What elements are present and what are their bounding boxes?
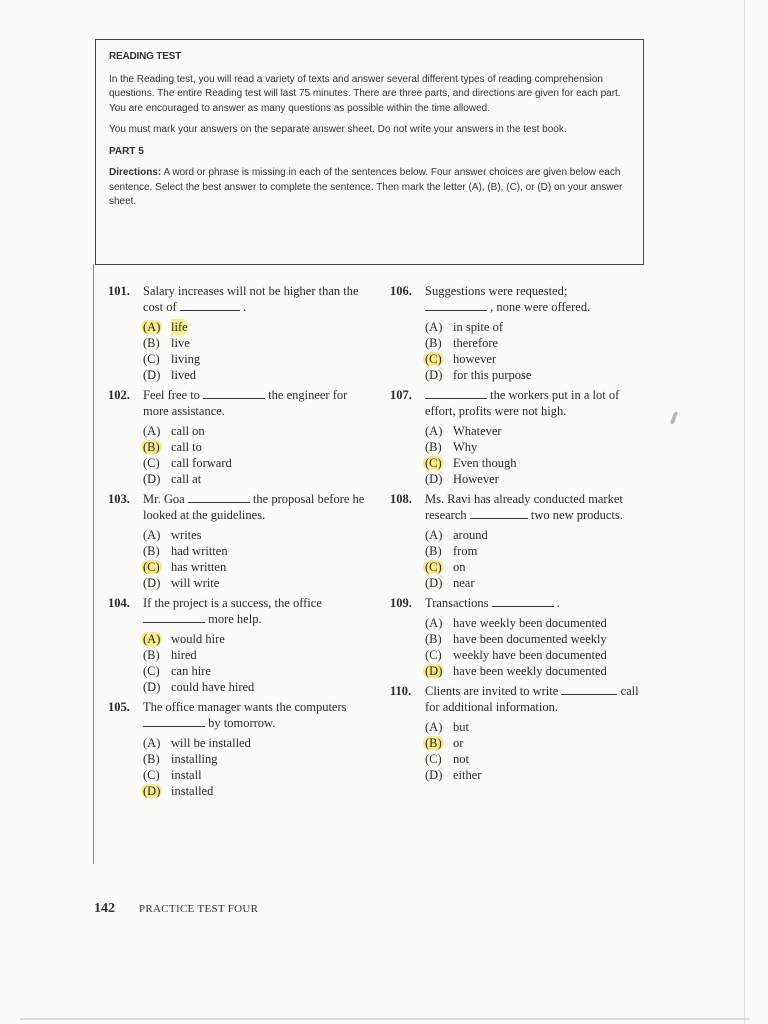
question-number: 107. xyxy=(390,388,412,402)
answer-blank xyxy=(561,684,617,695)
option-a: (A) but xyxy=(425,720,469,734)
answer-blank xyxy=(180,300,240,311)
question-103 xyxy=(108,491,368,591)
option-c: (C) can hire xyxy=(143,664,211,678)
option-a: (A) in spite of xyxy=(425,320,503,334)
option-a: (A) have weekly been documented xyxy=(425,616,607,630)
scan-mark xyxy=(670,412,678,424)
selected-answer-highlight: (C) xyxy=(425,352,442,366)
question-number: 102. xyxy=(108,388,130,402)
option-c: (C) not xyxy=(425,752,469,766)
instructions-box xyxy=(95,39,644,265)
answer-blank xyxy=(425,300,487,311)
option-d: (D) for this purpose xyxy=(425,368,532,382)
answer-blank xyxy=(143,716,205,727)
answer-blank xyxy=(203,388,265,399)
question-stem: Suggestions were requested; , none were offered. xyxy=(425,284,591,314)
question-number: 108. xyxy=(390,492,412,506)
option-b: (B) therefore xyxy=(425,336,499,350)
question-stem: Transactions . xyxy=(425,596,560,610)
option-c: (C) living xyxy=(143,352,201,366)
option-b: (B) from xyxy=(425,544,478,558)
selected-answer-highlight: (B) xyxy=(425,736,442,750)
selected-answer-highlight: (D) xyxy=(425,664,443,678)
question-stem: Clients are invited to write call for additional information. xyxy=(425,684,639,714)
selected-answer-highlight: (D) xyxy=(143,784,161,798)
option-b: (B) have been documented weekly xyxy=(425,632,607,646)
option-d: (D) installed xyxy=(143,784,214,798)
option-a: (A) Whatever xyxy=(425,424,502,438)
option-a: (A) would hire xyxy=(143,632,225,646)
option-d: (D) lived xyxy=(143,368,196,382)
question-102 xyxy=(108,387,368,487)
option-d: (D) However xyxy=(425,472,499,486)
option-d: (D) either xyxy=(425,768,482,782)
option-a: (A) will be installed xyxy=(143,736,251,750)
answer-sheet-note: You must mark your answers on the separate answer sheet. Do not write your answers in the test book. xyxy=(109,124,567,135)
left-margin-rule xyxy=(93,264,94,864)
question-number: 109. xyxy=(390,596,412,610)
directions-paragraph xyxy=(109,166,629,210)
option-d: (D) have been weekly documented xyxy=(425,664,607,678)
selected-answer-highlight: (A) xyxy=(143,320,161,334)
question-stem: Ms. Ravi has already conducted market research two new products. xyxy=(425,492,623,522)
answer-blank xyxy=(143,612,205,623)
option-d: (D) could have hired xyxy=(143,680,255,694)
answer-blank xyxy=(188,492,250,503)
option-c: (C) has written xyxy=(143,560,227,574)
selected-answer-highlight: (B) xyxy=(143,440,160,454)
option-b: (B) hired xyxy=(143,648,197,662)
question-105 xyxy=(108,699,368,799)
question-number: 103. xyxy=(108,492,130,506)
section-heading: READING TEST xyxy=(109,51,182,62)
question-107 xyxy=(390,387,650,487)
selected-answer-highlight: (C) xyxy=(425,456,442,470)
option-b: (B) or xyxy=(425,736,464,750)
part-label: PART 5 xyxy=(109,145,144,157)
intro-paragraph: In the Reading test, you will read a variety of texts and answer several different types of reading comprehension questions. The entire Reading test will last 75 minutes. There are three parts, and directions are given for each part. You are encouraged to answer as many questions as possible within the time allowed. xyxy=(109,73,621,114)
option-c: (C) on xyxy=(425,560,466,574)
question-number: 105. xyxy=(108,700,130,714)
option-b: (B) call to xyxy=(143,440,202,454)
option-b: (B) live xyxy=(143,336,190,350)
selected-answer-highlight: (C) xyxy=(425,560,442,574)
option-d: (D) near xyxy=(425,576,475,590)
option-b: (B) Why xyxy=(425,440,478,454)
option-a: (A) life xyxy=(143,320,188,334)
option-b: (B) had written xyxy=(143,544,228,558)
page-footer xyxy=(94,899,258,917)
selected-answer-highlight: (C) xyxy=(143,560,160,574)
question-104 xyxy=(108,595,368,695)
question-stem: Mr. Goa the proposal before he looked at the guidelines. xyxy=(143,492,365,522)
question-number: 106. xyxy=(390,284,412,298)
question-108 xyxy=(390,491,650,591)
option-a: (A) call on xyxy=(143,424,205,438)
question-101 xyxy=(108,283,368,383)
option-c: (C) weekly have been documented xyxy=(425,648,607,662)
directions-text: A word or phrase is missing in each of the sentences below. Four answer choices are given below each sentence. Select the best answer to complete the sentence. Then mark the letter (A), (B), (C), or (D) on your answer sheet. xyxy=(109,167,623,207)
question-110 xyxy=(390,683,650,783)
question-number: 110. xyxy=(390,684,412,698)
question-number: 104. xyxy=(108,596,130,610)
page-number: 142 xyxy=(94,901,115,916)
directions-label: Directions: xyxy=(109,167,162,178)
question-106 xyxy=(390,283,650,383)
option-c: (C) install xyxy=(143,768,202,782)
question-number: 101. xyxy=(108,284,130,298)
question-stem: The office manager wants the computers by tomorrow. xyxy=(143,700,347,730)
answer-blank xyxy=(470,508,528,519)
option-d: (D) will write xyxy=(143,576,220,590)
question-stem: Feel free to the engineer for more assistance. xyxy=(143,388,348,418)
selected-answer-highlight: (A) xyxy=(143,632,161,646)
answer-blank xyxy=(492,596,554,607)
footer-title: PRACTICE TEST FOUR xyxy=(139,903,259,915)
question-stem: If the project is a success, the office more help. xyxy=(143,596,322,626)
question-109 xyxy=(390,595,650,679)
option-c: (C) call forward xyxy=(143,456,232,470)
answer-blank xyxy=(425,388,487,399)
option-c: (C) however xyxy=(425,352,497,366)
page-bottom-edge xyxy=(20,1018,750,1020)
option-c: (C) Even though xyxy=(425,456,517,470)
option-d: (D) call at xyxy=(143,472,202,486)
option-a: (A) around xyxy=(425,528,488,542)
option-b: (B) installing xyxy=(143,752,218,766)
page-edge xyxy=(744,0,745,1024)
questions-left-column xyxy=(108,283,368,803)
option-a: (A) writes xyxy=(143,528,202,542)
question-stem: Salary increases will not be higher than the cost of . xyxy=(143,284,359,314)
question-stem: the workers put in a lot of effort, profits were not high. xyxy=(425,388,620,418)
questions-right-column xyxy=(390,283,650,787)
